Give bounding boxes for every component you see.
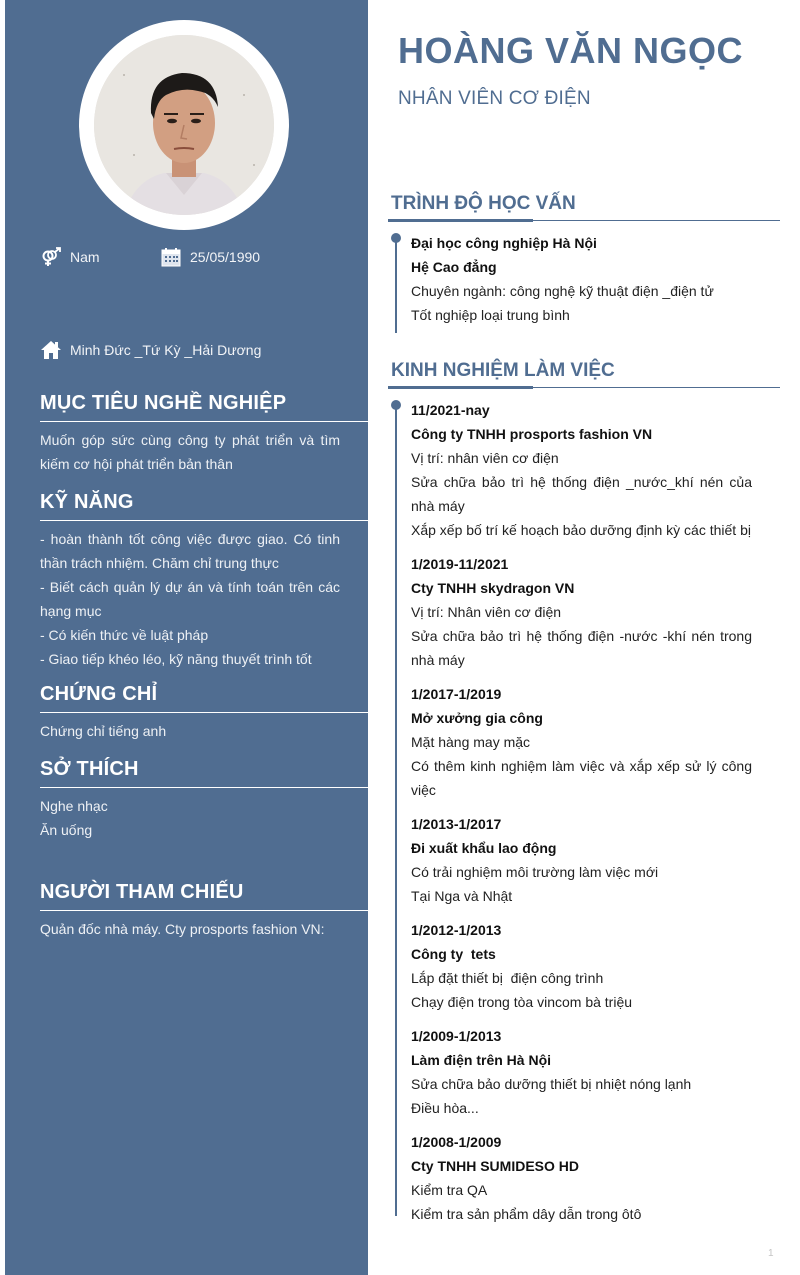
calendar-icon: [160, 247, 182, 267]
experience-entry: [411, 398, 780, 542]
candidate-name: HOÀNG VĂN NGỌC: [398, 30, 744, 71]
timeline-line: [395, 237, 397, 333]
address-info: [40, 340, 261, 360]
references-title: NGƯỜI THAM CHIẾU: [40, 881, 368, 911]
experience-section: [388, 360, 780, 1226]
experience-line: Vị trí: nhân viên cơ điện: [411, 450, 559, 466]
gender-info: [40, 247, 100, 267]
skills-list: [40, 521, 368, 671]
skill-item: - Có kiến thức về luật pháp: [40, 627, 209, 643]
objective-title: MỤC TIÊU NGHỀ NGHIỆP: [40, 392, 368, 422]
experience-line: Chạy điện trong tòa vincom bà triệu: [411, 994, 633, 1010]
avatar-ring: [79, 20, 289, 230]
hobby-item: Nghe nhạc: [40, 798, 108, 814]
objective-section: [40, 392, 368, 476]
skill-item: - hoàn thành tốt công việc được giao. Có tinh thần trách nhiệm. Chăm chỉ trung thực: [40, 531, 340, 571]
dob-info: [160, 247, 260, 267]
experience-company: Công ty tets: [411, 946, 496, 962]
skills-title: KỸ NĂNG: [40, 491, 368, 521]
experience-line: Kiểm tra sản phẩm dây dẫn trong ôtô: [411, 1206, 642, 1222]
experience-line: Có thêm kinh nghiệm làm việc và xắp xếp sử lý công việc: [411, 758, 752, 798]
page-number: 1: [768, 1248, 774, 1259]
certificates-list: [40, 713, 368, 743]
hobby-item: Ăn uống: [40, 822, 93, 838]
experience-timeline: [388, 398, 780, 1226]
hobbies-section: [40, 758, 368, 842]
timeline-dot-icon: [391, 233, 401, 243]
hobbies-title: SỞ THÍCH: [40, 758, 368, 788]
experience-entry: [411, 682, 780, 802]
dob-value: 25/05/1990: [190, 249, 261, 265]
skills-section: [40, 491, 368, 671]
school-name: Đại học công nghiệp Hà Nội: [411, 235, 597, 251]
experience-entry: [411, 1024, 780, 1120]
gender-value: Nam: [70, 249, 100, 265]
education-title: TRÌNH ĐỘ HỌC VẤN: [388, 193, 780, 221]
experience-period: 1/2012-1/2013: [411, 922, 502, 938]
experience-company: Cty TNHH skydragon VN: [411, 580, 575, 596]
certificates-section: [40, 683, 368, 743]
experience-entry: [411, 812, 780, 908]
certificates-title: CHỨNG CHỈ: [40, 683, 368, 713]
certificate-item: Chứng chỉ tiếng anh: [40, 723, 167, 739]
main-content: [368, 0, 800, 1275]
experience-line: Sửa chữa bảo trì hệ thống điện _nước_khí nén của nhà máy: [411, 474, 752, 514]
references-text: Quản đốc nhà máy. Cty prosports fashion VN:: [40, 921, 325, 937]
experience-title: KINH NGHIỆM LÀM VIỆC: [388, 360, 780, 388]
education-timeline: [388, 231, 780, 327]
experience-entry: [411, 1130, 780, 1226]
address-value: Minh Đức _Tứ Kỳ _Hải Dương: [70, 342, 262, 358]
experience-company: Công ty TNHH prosports fashion VN: [411, 426, 653, 442]
experience-line: Lắp đặt thiết bị điện công trình: [411, 970, 604, 986]
education-line: Chuyên ngành: công nghệ kỹ thuật điện _điện tử: [411, 283, 714, 299]
job-title: NHÂN VIÊN CƠ ĐIỆN: [398, 88, 591, 109]
experience-line: Có trải nghiệm môi trường làm việc mới: [411, 864, 659, 880]
experience-entry: [411, 552, 780, 672]
experience-line: Sửa chữa bảo trì hệ thống điện -nước -khí nén trong nhà máy: [411, 628, 752, 668]
experience-company: Mở xưởng gia công: [411, 710, 543, 726]
experience-period: 11/2021-nay: [411, 402, 490, 418]
skill-item: - Biết cách quản lý dự án và tính toán trên các hạng mục: [40, 579, 340, 619]
references-section: [40, 881, 368, 941]
experience-period: 1/2009-1/2013: [411, 1028, 502, 1044]
experience-line: Xắp xếp bố trí kế hoạch bảo dưỡng định kỳ các thiết bị: [411, 522, 751, 538]
experience-period: 1/2008-1/2009: [411, 1134, 502, 1150]
experience-period: 1/2017-1/2019: [411, 686, 502, 702]
person-photo-icon: [94, 35, 274, 215]
experience-period: 1/2013-1/2017: [411, 816, 502, 832]
experience-company: Đi xuất khẩu lao động: [411, 840, 557, 856]
skill-item: - Giao tiếp khéo léo, kỹ năng thuyết trình tốt: [40, 651, 312, 667]
experience-line: Sửa chữa bảo dưỡng thiết bị nhiệt nóng lạnh: [411, 1076, 692, 1092]
experience-line: Vị trí: Nhân viên cơ điện: [411, 604, 562, 620]
profile-photo: [94, 35, 274, 215]
experience-company: Cty TNHH SUMIDESO HD: [411, 1158, 580, 1174]
experience-line: Mặt hàng may mặc: [411, 734, 531, 750]
experience-line: Điều hòa...: [411, 1100, 479, 1116]
sidebar: [5, 0, 368, 1275]
experience-line: Tại Nga và Nhật: [411, 888, 513, 904]
objective-text: Muốn góp sức cùng công ty phát triển và tìm kiếm cơ hội phát triển bản thân: [40, 432, 340, 472]
experience-entry: [411, 918, 780, 1014]
timeline-dot-icon: [391, 400, 401, 410]
timeline-line: [395, 404, 397, 1216]
education-entry: [411, 231, 780, 327]
experience-period: 1/2019-11/2021: [411, 556, 509, 572]
education-level: Hệ Cao đẳng: [411, 259, 497, 275]
gender-icon: [40, 247, 62, 267]
experience-line: Kiểm tra QA: [411, 1182, 488, 1198]
hobbies-list: [40, 788, 368, 842]
education-section: [388, 193, 780, 327]
experience-company: Làm điện trên Hà Nội: [411, 1052, 552, 1068]
education-line: Tốt nghiệp loại trung bình: [411, 307, 570, 323]
home-icon: [40, 340, 62, 360]
